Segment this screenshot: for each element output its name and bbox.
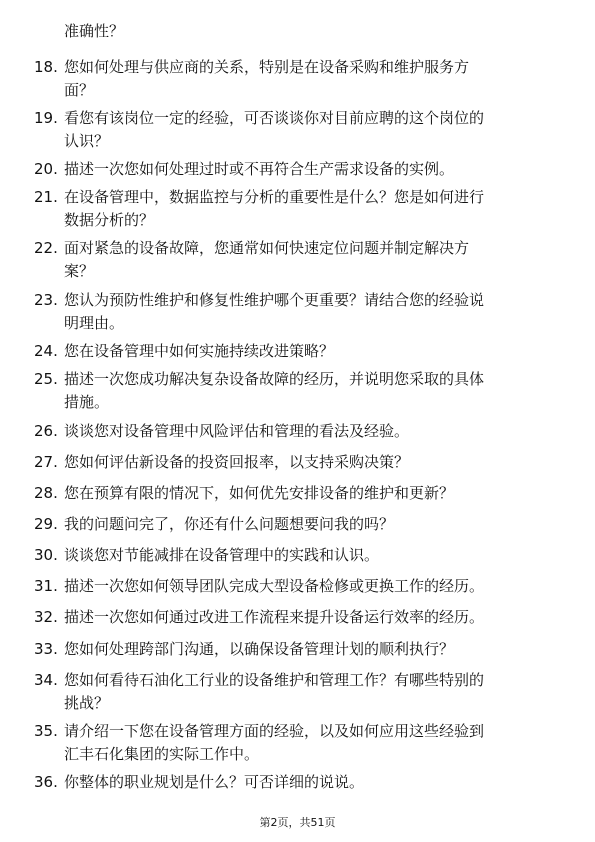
question-text: 在设备管理中，数据监控与分析的重要性是什么？您是如何进行 数据分析的？: [64, 188, 485, 229]
question-number: 34.: [34, 671, 58, 689]
question-text: 看您有该岗位一定的经验，可否谈谈你对目前应聘的这个岗位的 认识？: [64, 109, 485, 150]
question-text: 您如何看待石油化工行业的设备维护和管理工作？有哪些特别的 挑战？: [64, 671, 485, 712]
question-number: 25.: [34, 370, 58, 388]
question-number: 24.: [34, 342, 58, 360]
question-text: 面对紧急的设备故障，您通常如何快速定位问题并制定解决方 案？: [64, 239, 470, 280]
question-text: 描述一次您如何通过改进工作流程来提升设备运行效率的经历。: [64, 608, 485, 626]
question-text: 谈谈您对设备管理中风险评估和管理的看法及经验。: [64, 422, 410, 440]
question-number: 23.: [34, 291, 58, 309]
question-text: 谈谈您对节能减排在设备管理中的实践和认识。: [64, 546, 380, 564]
question-number: 31.: [34, 577, 58, 595]
question-text: 描述一次您成功解决复杂设备故障的经历，并说明您采取的具体 措施。: [64, 370, 485, 411]
question-number: 18.: [34, 58, 58, 76]
question-text: 您如何评估新设备的投资回报率，以支持采购决策？: [64, 453, 410, 471]
question-number: 36.: [34, 773, 58, 791]
question-text: 您如何处理跨部门沟通，以确保设备管理计划的顺利执行？: [64, 640, 455, 658]
question-text: 您在预算有限的情况下，如何优先安排设备的维护和更新？: [64, 484, 455, 502]
question-number: 19.: [34, 109, 58, 127]
question-number: 32.: [34, 608, 58, 626]
question-number: 27.: [34, 453, 58, 471]
question-number: 28.: [34, 484, 58, 502]
question-text: 你整体的职业规划是什么？可否详细的说说。: [64, 773, 365, 791]
question-text: 我的问题问完了，你还有什么问题想要问我的吗？: [64, 515, 395, 533]
question-text: 描述一次您如何处理过时或不再符合生产需求设备的实例。: [64, 160, 455, 178]
question-number: 30.: [34, 546, 58, 564]
question-number: 21.: [34, 188, 58, 206]
continuation-text: 准确性？: [64, 22, 125, 40]
question-number: 33.: [34, 640, 58, 658]
question-text: 描述一次您如何领导团队完成大型设备检修或更换工作的经历。: [64, 577, 485, 595]
question-number: 22.: [34, 239, 58, 257]
question-text: 请介绍一下您在设备管理方面的经验，以及如何应用这些经验到 汇丰石化集团的实际工作中。: [64, 722, 485, 763]
question-number: 35.: [34, 722, 58, 740]
page-footer: 第2页，共51页: [259, 816, 336, 829]
question-text: 您在设备管理中如何实施持续改进策略？: [64, 342, 335, 360]
question-number: 26.: [34, 422, 58, 440]
question-number: 29.: [34, 515, 58, 533]
question-text: 您认为预防性维护和修复性维护哪个更重要？请结合您的经验说 明理由。: [64, 291, 485, 332]
question-number: 20.: [34, 160, 58, 178]
question-text: 您如何处理与供应商的关系，特别是在设备采购和维护服务方 面？: [64, 58, 470, 99]
